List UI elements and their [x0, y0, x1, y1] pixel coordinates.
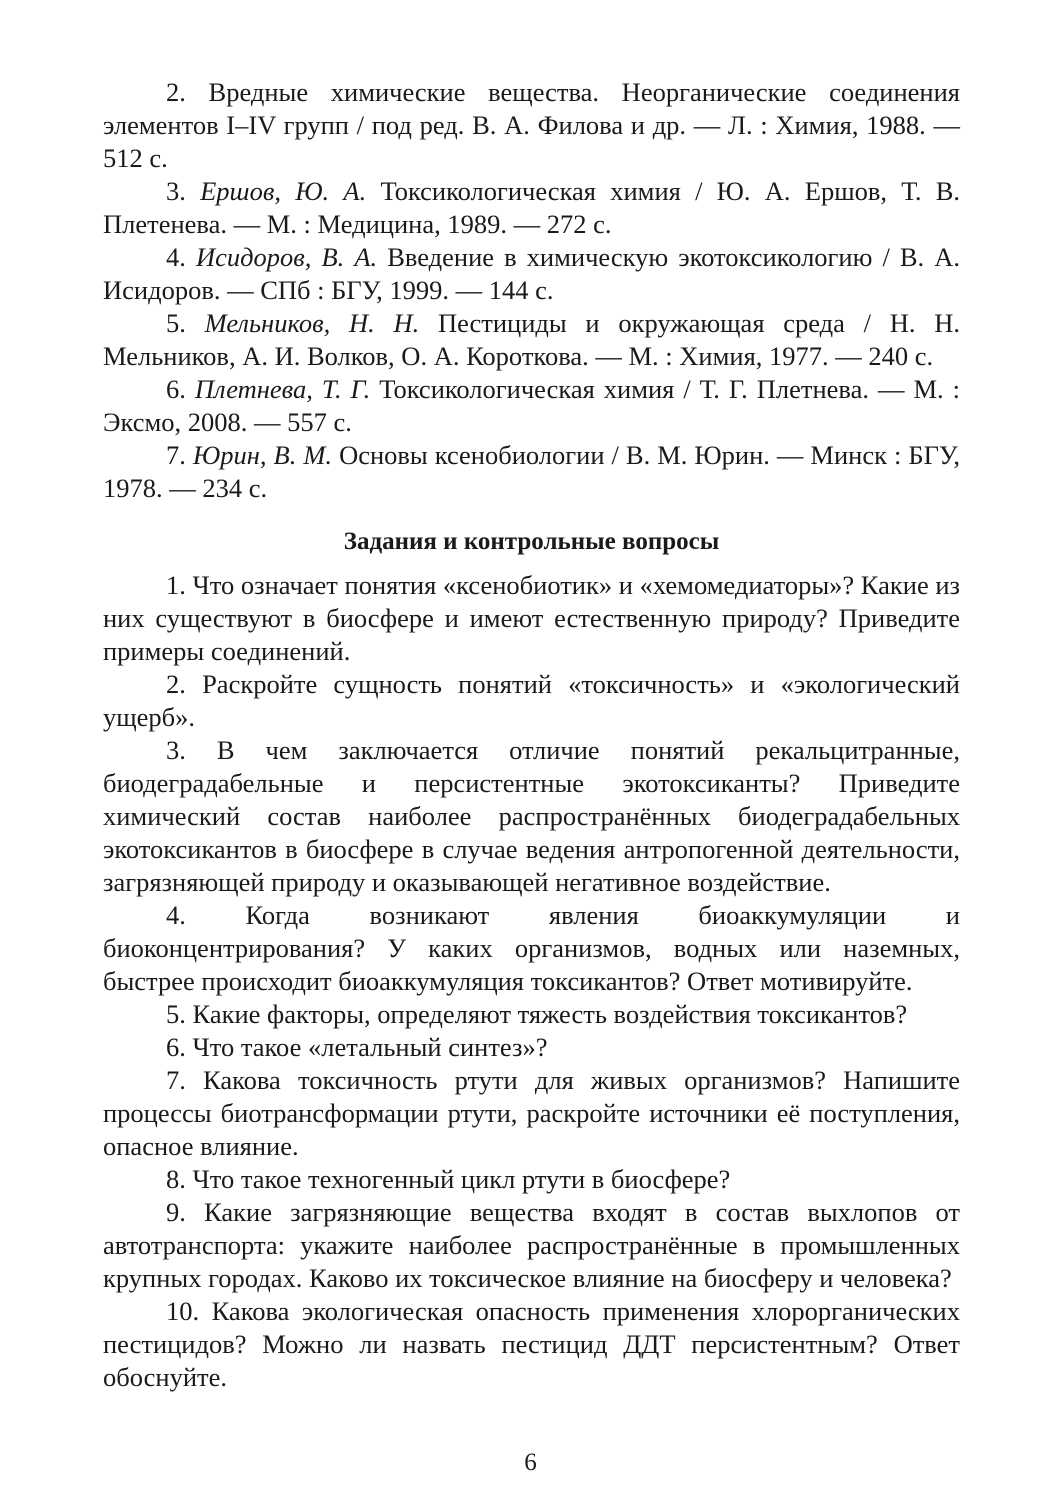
- question-item: 6. Что такое «летальный синтез»?: [166, 1032, 548, 1062]
- page-number: 6: [524, 1449, 537, 1476]
- reference-text: Токсикологическая химия / Т. Г. Плетнева. — М. : Эксмо, 2008. — 557 с.: [103, 374, 961, 437]
- reference-text: Пестициды и окружающая среда / Н. Н. Мельников, А. И. Волков, О. А. Короткова. — М. : Химия, 1977. — 240 с.: [103, 308, 961, 371]
- reference-item: [103, 241, 960, 307]
- question-item: 9. Какие загрязняющие вещества входят в состав выхлопов от автотранспорта: укажите наиболее распространённые в промышленных крупных городах. Каково их токсическое влияние на биосферу и человека?: [103, 1197, 960, 1293]
- reference-text: Основы ксенобиологии / В. М. Юрин. — Минск : БГУ, 1978. — 234 с.: [103, 440, 960, 503]
- reference-item: [103, 76, 960, 175]
- question-item: 8. Что такое техногенный цикл ртути в биосфере?: [166, 1164, 731, 1194]
- reference-number: 7.: [166, 440, 193, 470]
- page-content: [103, 76, 960, 1394]
- reference-author: Плетнева, Т. Г.: [194, 374, 371, 404]
- question-item: 2. Раскройте сущность понятий «токсичность» и «экологический ущерб».: [103, 669, 960, 732]
- reference-author: Юрин, В. М.: [192, 440, 333, 470]
- question-item: 4. Когда возникают явления биоаккумуляции и биоконцентрирования? У каких организмов, водных или наземных, быстрее происходит биоаккумуляция токсикантов? Ответ мотивируйте.: [103, 900, 960, 996]
- reference-number: 4.: [166, 242, 196, 272]
- question-item: 5. Какие факторы, определяют тяжесть воздействия токсикантов?: [166, 999, 908, 1029]
- reference-item: [103, 373, 960, 439]
- reference-author: Ершов, Ю. А.: [200, 176, 367, 206]
- reference-item: [103, 307, 960, 373]
- question-item: 7. Какова токсичность ртути для живых организмов? Напишите процессы биотрансформации ртути, раскройте источники её поступления, опасное влияние.: [103, 1065, 960, 1161]
- reference-item: [103, 439, 960, 505]
- reference-text: Токсикологическая химия / Ю. А. Ершов, Т. В. Плетенева. — М. : Медицина, 1989. — 272 с.: [103, 176, 960, 239]
- reference-number: 2.: [166, 77, 186, 107]
- question-list: [103, 569, 960, 1394]
- reference-number: 5.: [166, 308, 205, 338]
- reference-author: Исидоров, В. А.: [195, 242, 378, 272]
- reference-text: Введение в химическую экотоксикологию / В. А. Исидоров. — СПб : БГУ, 1999. — 144 с.: [103, 242, 961, 305]
- reference-number: 6.: [166, 374, 195, 404]
- reference-number: 3.: [166, 176, 201, 206]
- question-item: 10. Какова экологическая опасность применения хлорорганических пестицидов? Можно ли назвать пестицид ДДТ персистентным? Ответ обоснуйте.: [103, 1296, 960, 1392]
- reference-list: [103, 76, 960, 505]
- section-title: Задания и контрольные вопросы: [343, 528, 720, 555]
- reference-text: Вредные химические вещества. Неорганические соединения элементов I–IV групп / под ред. В. А. Филова и др. — Л. : Химия, 1988. — 512 с.: [103, 77, 960, 173]
- reference-author: Мельников, Н. Н.: [204, 308, 420, 338]
- question-item: 1. Что означает понятия «ксенобиотик» и «хемомедиаторы»? Какие из них существуют в биосфере и имеют естественную природу? Приведите примеры соединений.: [103, 570, 960, 666]
- reference-item: [103, 175, 960, 241]
- question-item: 3. В чем заключается отличие понятий рекальцитранные, биодеградабельные и персистентные экотоксиканты? Приведите химический состав наиболее распространённых биодеградабельных экотоксикантов в биосфере в случае ведения антропогенной деятельности, загрязняющей природу и оказывающей негативное воздействие.: [103, 735, 960, 897]
